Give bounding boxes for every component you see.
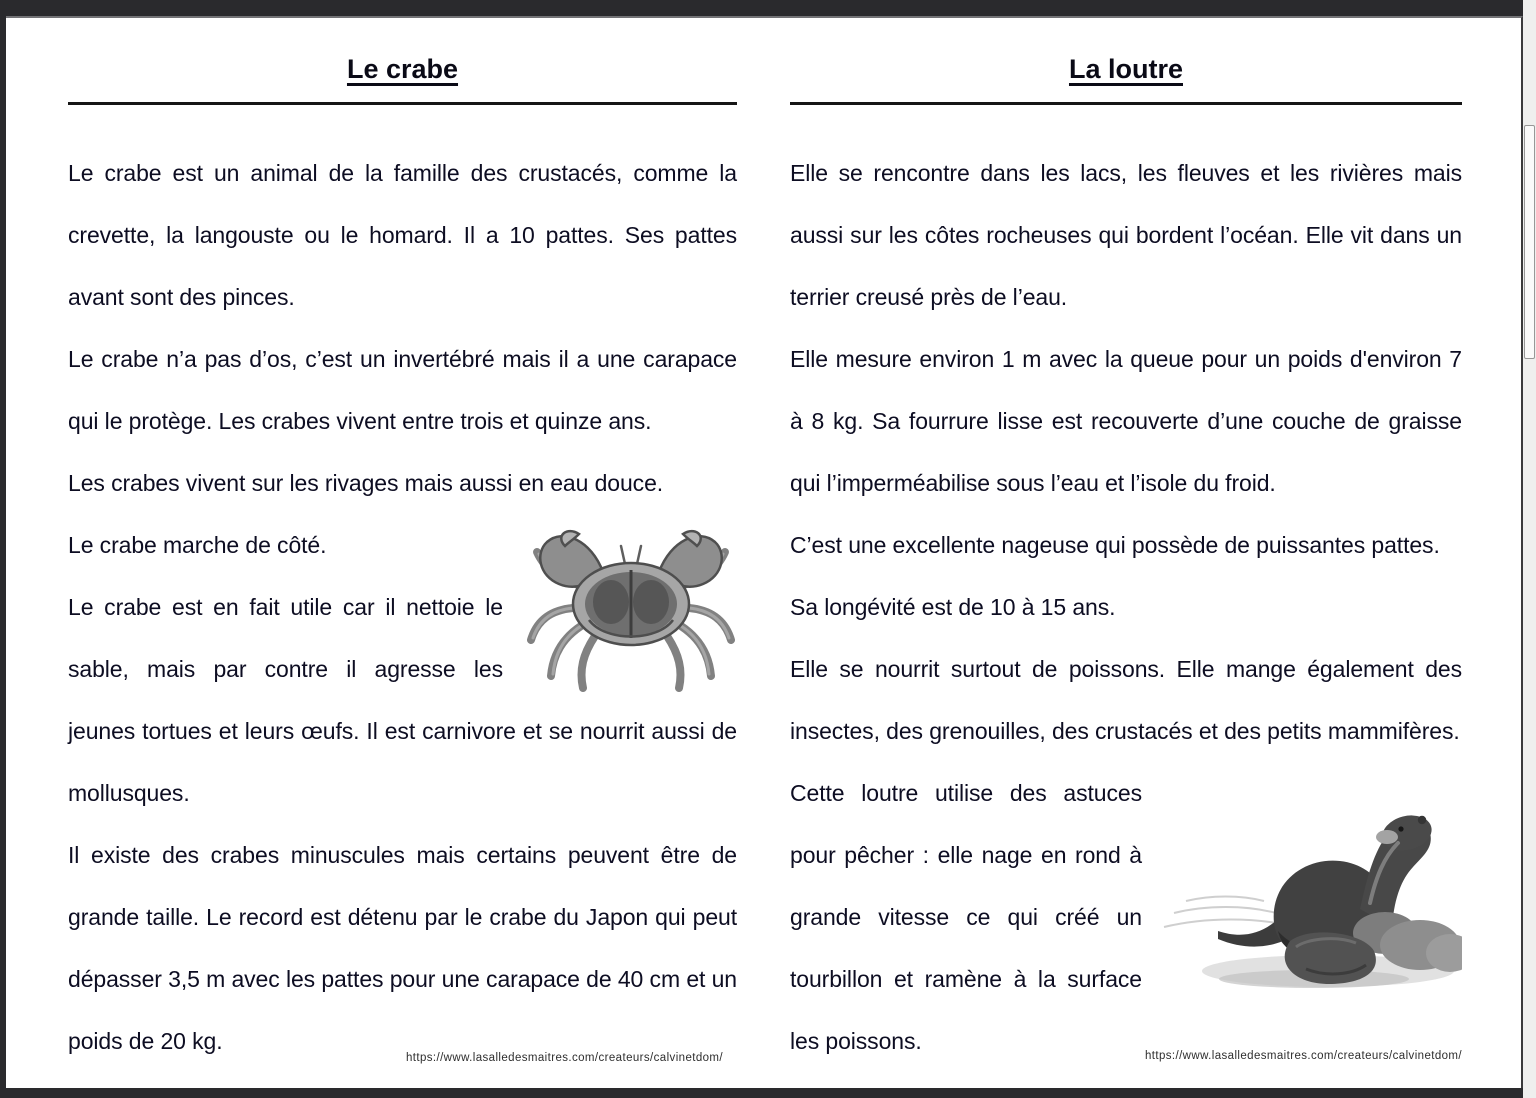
title-rule [790,102,1462,105]
crab-article [68,40,737,1086]
article-title-crab [68,52,737,86]
paragraph: Elle se rencontre dans les lacs, les fleuves et les rivières mais aussi sur les côtes rocheuses qui bordent l’océan. Elle vit dans un terrier creusé près de l’eau. [790,160,1462,310]
otter-illustration-icon [1156,762,1462,1008]
paragraph: Il existe des crabes minuscules mais certains peuvent être de grande taille. Le record est détenu par le crabe du Japon qui peut dépasser 3,5 m avec les pattes pour une carapace de 40 cm et un poids de 20 kg. [68,842,737,1054]
scrollbar-track[interactable] [1523,0,1536,1098]
article-title-otter [790,52,1462,86]
paragraph: Le crabe n’a pas d’os, c’est un invertébré mais il a une carapace qui le protège. Les crabes vivent entre trois et quinze ans. [68,346,737,434]
crab-illustration-icon [525,514,737,698]
paragraph: Le crabe est un animal de la famille des crustacés, comme la crevette, la langouste ou le homard. Il a 10 pattes. Ses pattes avant sont des pinces. [68,160,737,310]
title-rule [68,102,737,105]
otter-article [790,40,1462,1086]
article-title-otter-text: La loutre [1068,54,1183,84]
source-url: https://www.lasalledesmaitres.com/createurs/calvinetdom/ [1144,1050,1462,1062]
paragraph: Le crabe est en fait utile car il nettoie le sable, mais par contre il agresse les jeunes tortues et leurs œufs. Il est carnivore et se nourrit aussi de mollusques. [68,594,737,806]
paragraph: C’est une excellente nageuse qui possède de puissantes pattes. [790,532,1440,558]
paragraph: Les crabes vivent sur les rivages mais aussi en eau douce. [68,470,664,496]
article-body [68,142,737,1072]
scrollbar-thumb[interactable] [1524,125,1535,359]
paragraph: Elle mesure environ 1 m avec la queue pour un poids d'environ 7 à 8 kg. Sa fourrure lisse est recouverte d’une couche de graisse qui l’imperméabilise sous l’eau et l’isole du froid. [790,346,1462,496]
source-url: https://www.lasalledesmaitres.com/createurs/calvinetdom/ [405,1052,723,1064]
paragraph: Le crabe marche de côté. [68,532,327,558]
article-body [790,142,1462,1072]
article-title-crab-text: Le crabe [346,54,459,84]
paragraph: Elle se nourrit surtout de poissons. Elle mange également des insectes, des grenouilles, des crustacés et des petits mammifères. [790,656,1462,744]
document-page [6,16,1523,1088]
paragraph: Sa longévité est de 10 à 15 ans. [790,594,1116,620]
paragraph: Cette loutre utilise des astuces pour pêcher : elle nage en rond à grande vitesse ce qui créé un tourbillon et ramène à la surface les poissons. [790,780,1142,1054]
